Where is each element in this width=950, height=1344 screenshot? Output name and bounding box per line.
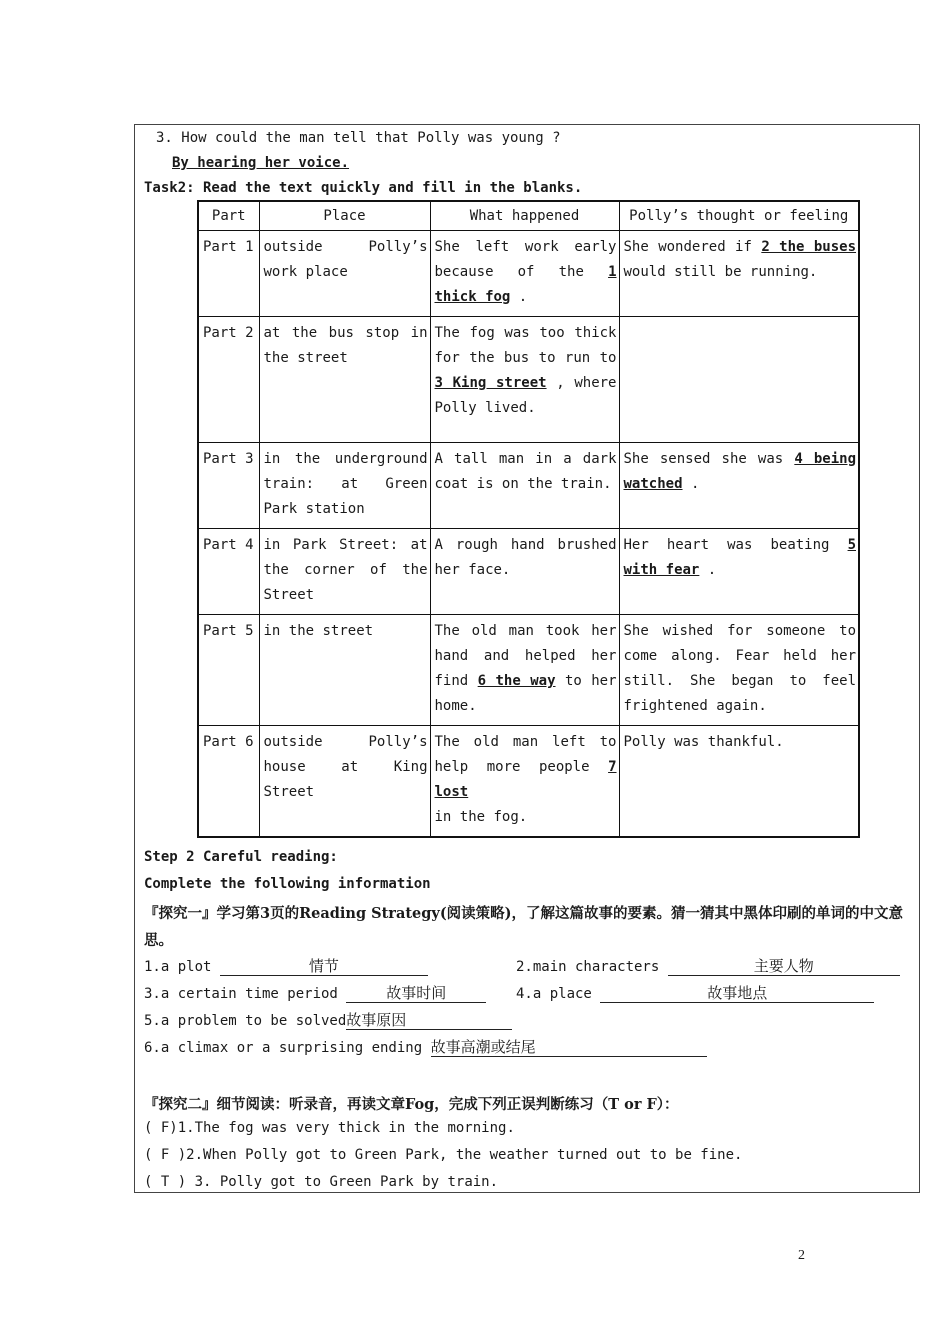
table-row	[198, 443, 859, 529]
table-header-row	[198, 201, 859, 231]
question-3-answer	[172, 155, 349, 171]
feeling-text: She sensed she was	[623, 451, 784, 467]
happened-text: The old man left to help more people	[434, 734, 617, 775]
place-cell: in the underground train: at Green Park station	[259, 443, 430, 529]
feeling-text: She wondered if	[623, 239, 752, 255]
step2-subtitle: Complete the following information	[144, 876, 431, 892]
feeling-cell	[619, 726, 859, 838]
header-what-happened: What happened	[430, 201, 619, 231]
header-part: Part	[198, 201, 259, 231]
feeling-post: .	[707, 562, 717, 578]
answer-blank: 6 the way	[477, 673, 556, 689]
part-cell: Part 1	[198, 231, 259, 317]
answer-blank: 4 being watched	[623, 451, 856, 492]
answer-blank: 5 with fear	[623, 537, 856, 578]
place-cell: outside Polly’s house at King Street	[259, 726, 430, 838]
answer-blank: 故事时间	[346, 984, 486, 1003]
happened-text: A tall man in a dark coat is on the train.	[434, 451, 617, 492]
question-3-answer-text: By hearing her voice.	[172, 155, 350, 171]
happened-post: , where Polly lived.	[434, 375, 617, 416]
happened-text: A rough hand brushed her face.	[434, 537, 617, 578]
explore1-item	[144, 1011, 512, 1030]
tf-item	[144, 1147, 742, 1163]
part-cell: Part 4	[198, 529, 259, 615]
question-3: 3. How could the man tell that Polly was young ?	[156, 130, 561, 146]
tf-text: 3. Polly got to Green Park by train.	[194, 1174, 499, 1190]
feeling-cell	[619, 615, 859, 726]
place-cell: in the street	[259, 615, 430, 726]
happened-text: The old man took her hand and helped her find	[434, 623, 617, 689]
part-cell: Part 2	[198, 317, 259, 443]
answer-blank: 2 the buses	[761, 239, 857, 255]
feeling-post: .	[690, 476, 700, 492]
answer-blank: 1 thick fog	[434, 264, 617, 305]
table-row	[198, 615, 859, 726]
happened-cell	[430, 529, 619, 615]
feeling-post: would still be running.	[623, 264, 818, 280]
task2-title: Task2: Read the text quickly and fill in the blanks.	[144, 180, 583, 196]
happened-cell	[430, 231, 619, 317]
happened-post: .	[518, 289, 528, 305]
item-label: 1.a plot	[144, 959, 212, 975]
tf-text: 2.When Polly got to Green Park, the weather turned out to be fine.	[186, 1147, 743, 1163]
tf-mark: ( F)	[144, 1120, 178, 1136]
feeling-text: She wished for someone to come along. Fear held her still. She began to feel frightened again.	[623, 623, 856, 714]
page-number: 2	[798, 1248, 805, 1263]
explore1-item	[516, 984, 874, 1003]
part-cell: Part 6	[198, 726, 259, 838]
header-place: Place	[259, 201, 430, 231]
happened-cell	[430, 726, 619, 838]
tf-mark: ( T )	[144, 1174, 187, 1190]
item-label: 5.a problem to be solved	[144, 1013, 347, 1029]
item-label: 2.main characters	[516, 959, 660, 975]
table-row	[198, 317, 859, 443]
feeling-text: Her heart was beating	[623, 537, 830, 553]
explore1-item	[144, 1038, 707, 1057]
place-cell: at the bus stop in the street	[259, 317, 430, 443]
worksheet-frame-bottom	[134, 1192, 920, 1193]
feeling-cell	[619, 231, 859, 317]
item-label: 3.a certain time period	[144, 986, 338, 1002]
answer-blank: 故事地点	[600, 984, 874, 1003]
table-row	[198, 529, 859, 615]
explore1-instruction: 『探究一』学习第3页的Reading Strategy(阅读策略)，了解这篇故事的要素。猜一猜其中黑体印刷的单词的中文意思。	[144, 905, 904, 949]
happened-post: in the fog.	[434, 809, 528, 825]
explore2-instruction: 『探究二』细节阅读：听录音，再读文章Fog，完成下列正误判断练习（T or F）：	[144, 1096, 679, 1113]
answer-blank: 故事原因	[346, 1011, 512, 1030]
part-cell: Part 3	[198, 443, 259, 529]
tf-item	[144, 1120, 515, 1136]
happened-text: The fog was too thick for the bus to run to	[434, 325, 617, 366]
happened-cell	[430, 615, 619, 726]
table-row	[198, 231, 859, 317]
happened-text: She left work early because of the	[434, 239, 617, 280]
happened-cell	[430, 443, 619, 529]
answer-blank: 3 King street	[434, 375, 547, 391]
explore1-item	[144, 957, 428, 976]
item-label: 4.a place	[516, 986, 592, 1002]
answer-blank: 主要人物	[668, 957, 900, 976]
happened-post: to her home.	[434, 673, 617, 714]
answer-blank: 情节	[220, 957, 428, 976]
answer-blank: 7 lost	[434, 759, 617, 800]
explore1-item	[516, 957, 900, 976]
answer-blank: 故事高潮或结尾	[431, 1038, 707, 1057]
happened-cell	[430, 317, 619, 443]
task2-table	[197, 200, 860, 838]
header-feeling: Polly’s thought or feeling	[619, 201, 859, 231]
table-row	[198, 726, 859, 838]
tf-item	[144, 1174, 498, 1190]
place-cell: in Park Street: at the corner of the Street	[259, 529, 430, 615]
explore1-item	[144, 984, 486, 1003]
feeling-cell	[619, 443, 859, 529]
feeling-cell	[619, 317, 859, 443]
item-label: 6.a climax or a surprising ending	[144, 1040, 423, 1056]
feeling-text: Polly was thankful.	[623, 734, 784, 750]
step2-title: Step 2 Careful reading:	[144, 849, 338, 865]
tf-mark: ( F )	[144, 1147, 187, 1163]
feeling-cell	[619, 529, 859, 615]
tf-text: 1.The fog was very thick in the morning.	[177, 1120, 515, 1136]
place-cell: outside Polly’s work place	[259, 231, 430, 317]
part-cell: Part 5	[198, 615, 259, 726]
